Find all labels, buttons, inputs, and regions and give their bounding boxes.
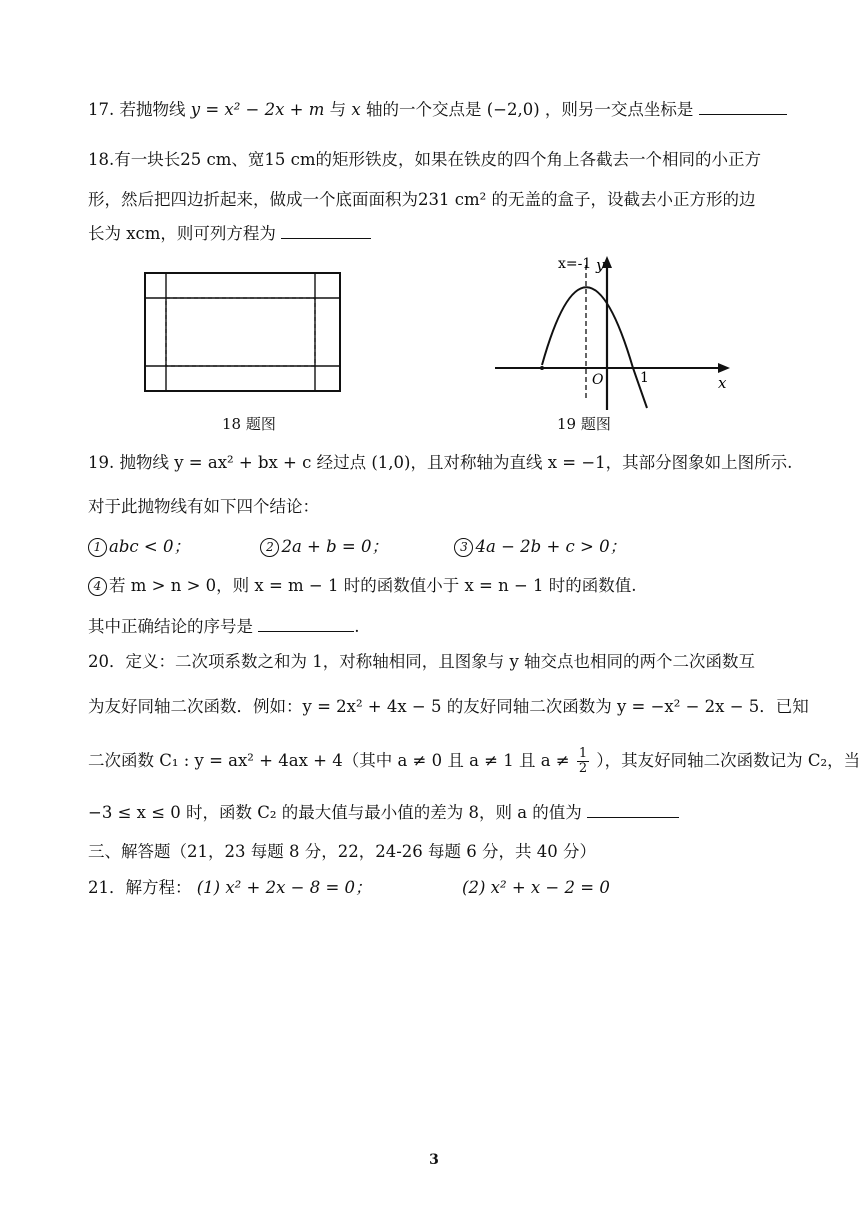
page-number: 3 [429, 1152, 439, 1168]
q18-answer-blank[interactable] [281, 220, 371, 239]
q20-line-3b: ），其友好同轴二次函数记为 C₂，当 [596, 751, 861, 770]
q20-line-3 [88, 746, 861, 776]
conclusion-4: 若 m > n > 0，则 x = m − 1 时的函数值小于 x = n − 1 时的函数值. [109, 576, 637, 595]
q21-label: 21．解方程： [88, 878, 192, 897]
figure-19 [490, 250, 740, 415]
q18-line-3-text: 长为 xcm，则可列方程为 [88, 224, 276, 243]
fraction-numerator: 1 [578, 746, 588, 761]
q20-line-2: 为友好同轴二次函数．例如：y = 2x² + 4x − 5 的友好同轴二次函数为 y = −x² − 2x − 5．已知 [88, 697, 809, 716]
fold-rectangle [166, 298, 315, 366]
q20-line-1: 20．定义：二次项系数之和为 1，对称轴相同，且图象与 y 轴交点也相同的两个二次函数互 [88, 652, 756, 671]
figure-18 [140, 268, 350, 398]
q21-part-1: (1) x² + 2x − 8 = 0； [196, 878, 372, 897]
conclusion-2-marker: 2 [260, 538, 279, 557]
q19-line-2: 对于此抛物线有如下四个结论： [88, 497, 319, 516]
q19-conclusion-4 [88, 574, 828, 598]
q19-conclusions-1-3 [88, 535, 828, 559]
q17-formula: y = x² − 2x + m [190, 100, 325, 119]
q20-line-4-text: −3 ≤ x ≤ 0 时，函数 C₂ 的最大值与最小值的差为 8，则 a 的值为 [88, 803, 582, 822]
conclusion-1: abc < 0； [109, 537, 190, 556]
q21-part-2: (2) x² + x − 2 = 0 [462, 878, 610, 897]
conclusion-2: 2a + b = 0； [281, 537, 388, 556]
figure-19-caption: 19 题图 [557, 415, 611, 433]
x-axis-arrow-icon [718, 363, 730, 373]
q19-answer-text: 其中正确结论的序号是 [88, 617, 253, 636]
q17-text-1: 若抛物线 [119, 100, 186, 119]
x-axis-label: x [718, 374, 727, 392]
section-3-title: 三、解答题（21，23 每题 8 分，22，24-26 每题 6 分，共 40 分） [88, 842, 597, 861]
question-21 [88, 876, 828, 900]
conclusion-3: 4a − 2b + c > 0； [475, 537, 627, 556]
q20-line-4 [88, 799, 828, 825]
origin-label: O [592, 372, 604, 388]
figure-18-caption: 18 题图 [222, 415, 276, 433]
fraction-denominator: 2 [578, 761, 588, 776]
outer-rectangle [145, 273, 340, 391]
q20-answer-blank[interactable] [587, 799, 679, 818]
intersection-point [540, 366, 544, 370]
q19-line-1: 19. 抛物线 y = ax² + bx + c 经过点 (1,0)，且对称轴为直线 x = −1，其部分图象如上图所示. [88, 453, 793, 472]
q17-text-2: 与 [329, 100, 347, 119]
parabola-curve [542, 287, 647, 408]
question-17 [88, 96, 828, 122]
q17-answer-blank[interactable] [699, 96, 787, 115]
conclusion-3-marker: 3 [454, 538, 473, 557]
tick-label-one: 1 [640, 370, 649, 386]
q17-x: x [351, 100, 361, 119]
q20-line-3a: 二次函数 C₁ : y = ax² + 4ax + 4（其中 a ≠ 0 且 a ≠ 1 且 a ≠ [88, 751, 570, 770]
q17-text-3: 轴的一个交点是 [365, 100, 482, 119]
q17-text-4: ，则另一交点坐标是 [544, 100, 694, 119]
fraction-one-half [577, 747, 589, 776]
conclusion-4-marker: 4 [88, 577, 107, 596]
q19-answer-line [88, 613, 828, 639]
q18-line-2: 形，然后把四边折起来，做成一个底面面积为231 cm² 的无盖的盒子，设截去小正方形的边 [88, 190, 756, 209]
symmetry-axis-label: x=-1 [558, 256, 592, 272]
q17-point: (−2,0) [486, 100, 540, 119]
conclusion-1-marker: 1 [88, 538, 107, 557]
y-axis-label: y [596, 256, 605, 274]
q19-answer-blank[interactable] [258, 613, 354, 632]
q18-line-3 [88, 220, 828, 246]
q17-number: 17. [88, 100, 115, 119]
q19-answer-end: . [354, 617, 360, 636]
q18-line-1: 18.有一块长25 cm、宽15 cm的矩形铁皮，如果在铁皮的四个角上各截去一个相同的小正方 [88, 150, 761, 169]
